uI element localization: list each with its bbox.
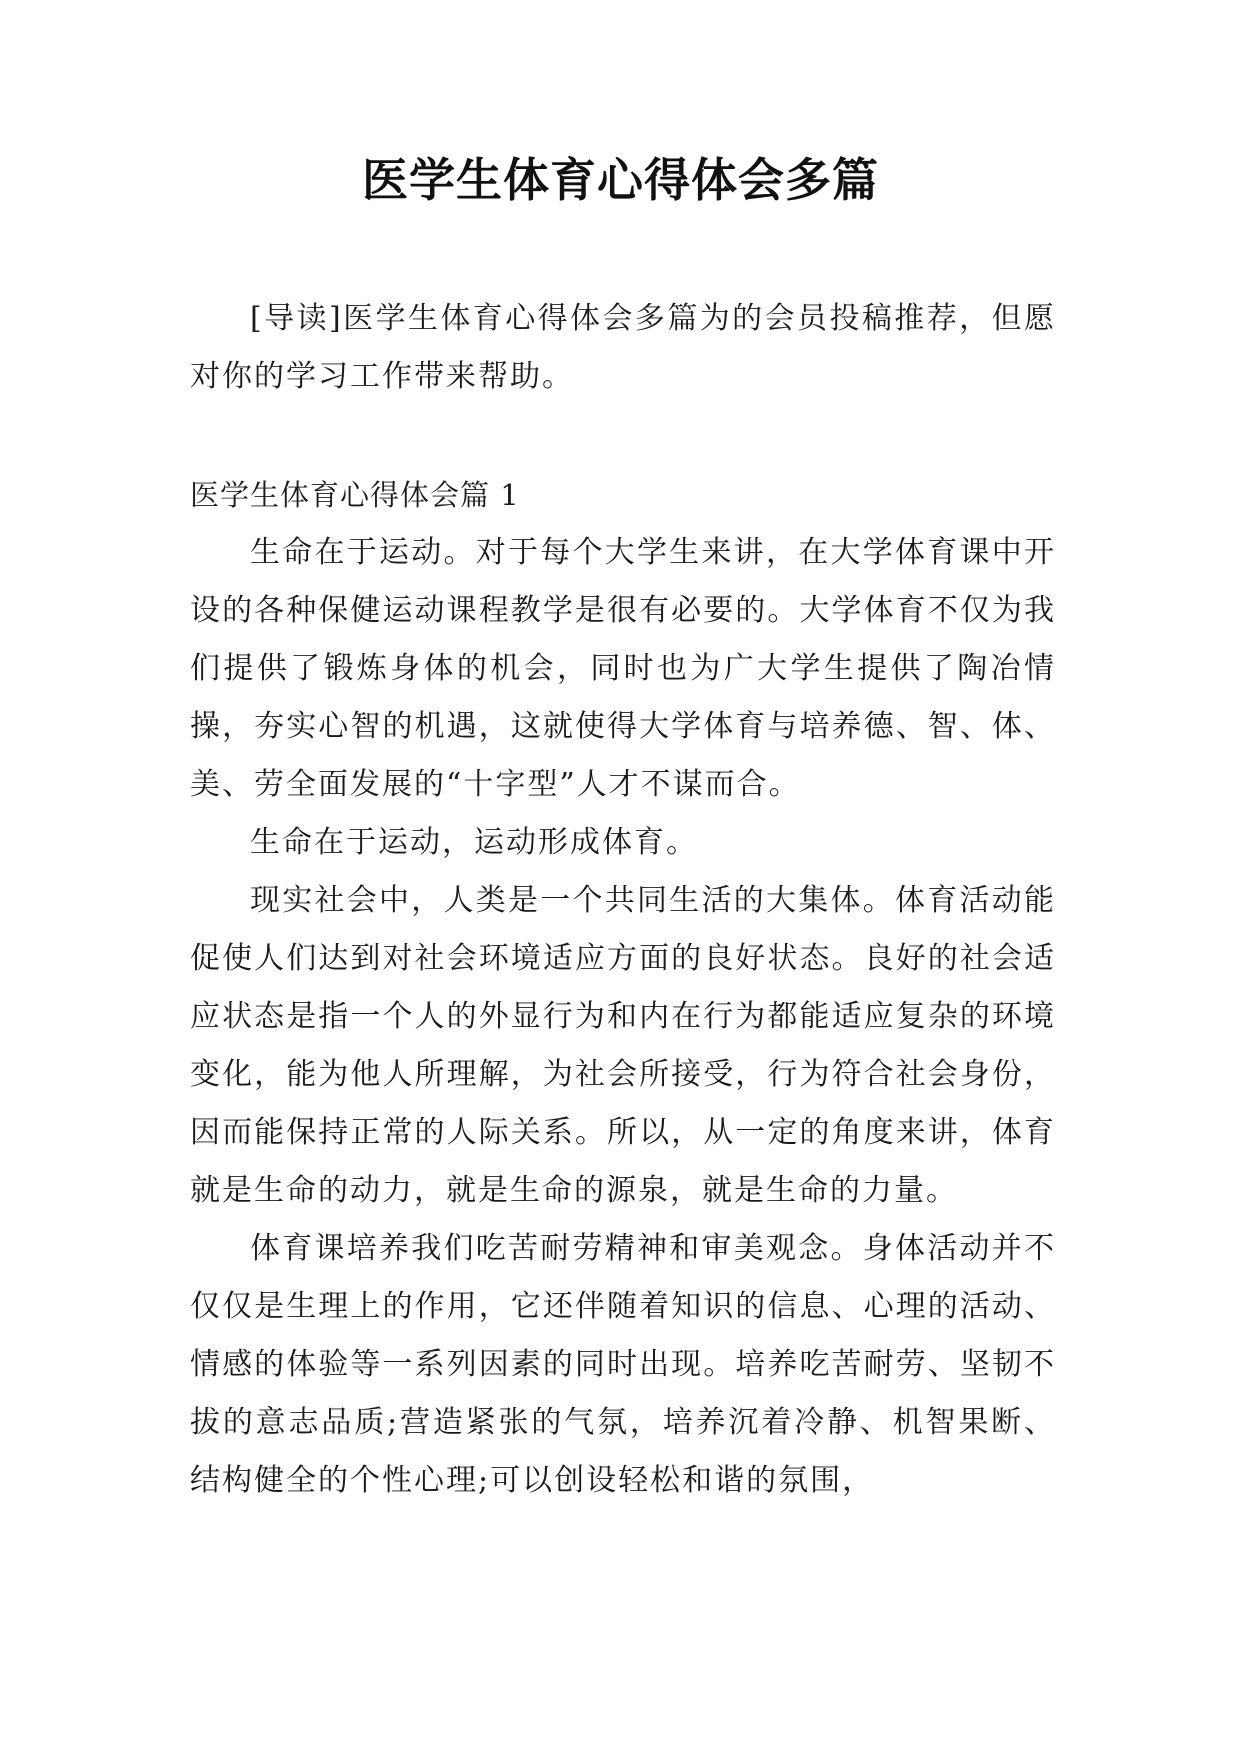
body-paragraph: 现实社会中，人类是一个共同生活的大集体。体育活动能促使人们达到对社会环境适应方面的良好状态。良好的社会适应状态是指一个人的外显行为和内在行为都能适应复杂的环境变化，能为他人所理解，为社会所接受，行为符合社会身份，因而能保持正常的人际关系。所以，从一定的角度来讲，体育就是生命的动力，就是生命的源泉，就是生命的力量。 [190,883,1056,1208]
body-paragraph: 体育课培养我们吃苦耐劳精神和审美观念。身体活动并不仅仅是生理上的作用，它还伴随着知识的信息、心理的活动、情感的体验等一系列因素的同时出现。培养吃苦耐劳、坚韧不拔的意志品质;营造紧张的气氛，培养沉着冷静、机智果断、结构健全的个性心理;可以创设轻松和谐的氛围， [190,1231,1056,1498]
document-title: 医学生体育心得体会多篇 [362,153,879,207]
section-heading: 医学生体育心得体会篇 1 [190,478,520,512]
body-paragraph: 生命在于运动，运动形成体育。 [250,825,698,860]
document-body [190,290,1056,1510]
intro-paragraph: [导读]医学生体育心得体会多篇为的会员投稿推荐，但愿对你的学习工作带来帮助。 [190,301,1056,394]
body-paragraph: 生命在于运动。对于每个大学生来讲，在大学体育课中开设的各种保健运动课程教学是很有必要的。大学体育不仅为我们提供了锻炼身体的机会，同时也为广大学生提供了陶冶情操，夯实心智的机遇，这就使得大学体育与培养德、智、体、美、劳全面发展的“十字型”人才不谋而合。 [190,535,1056,802]
spacer [190,406,1056,466]
